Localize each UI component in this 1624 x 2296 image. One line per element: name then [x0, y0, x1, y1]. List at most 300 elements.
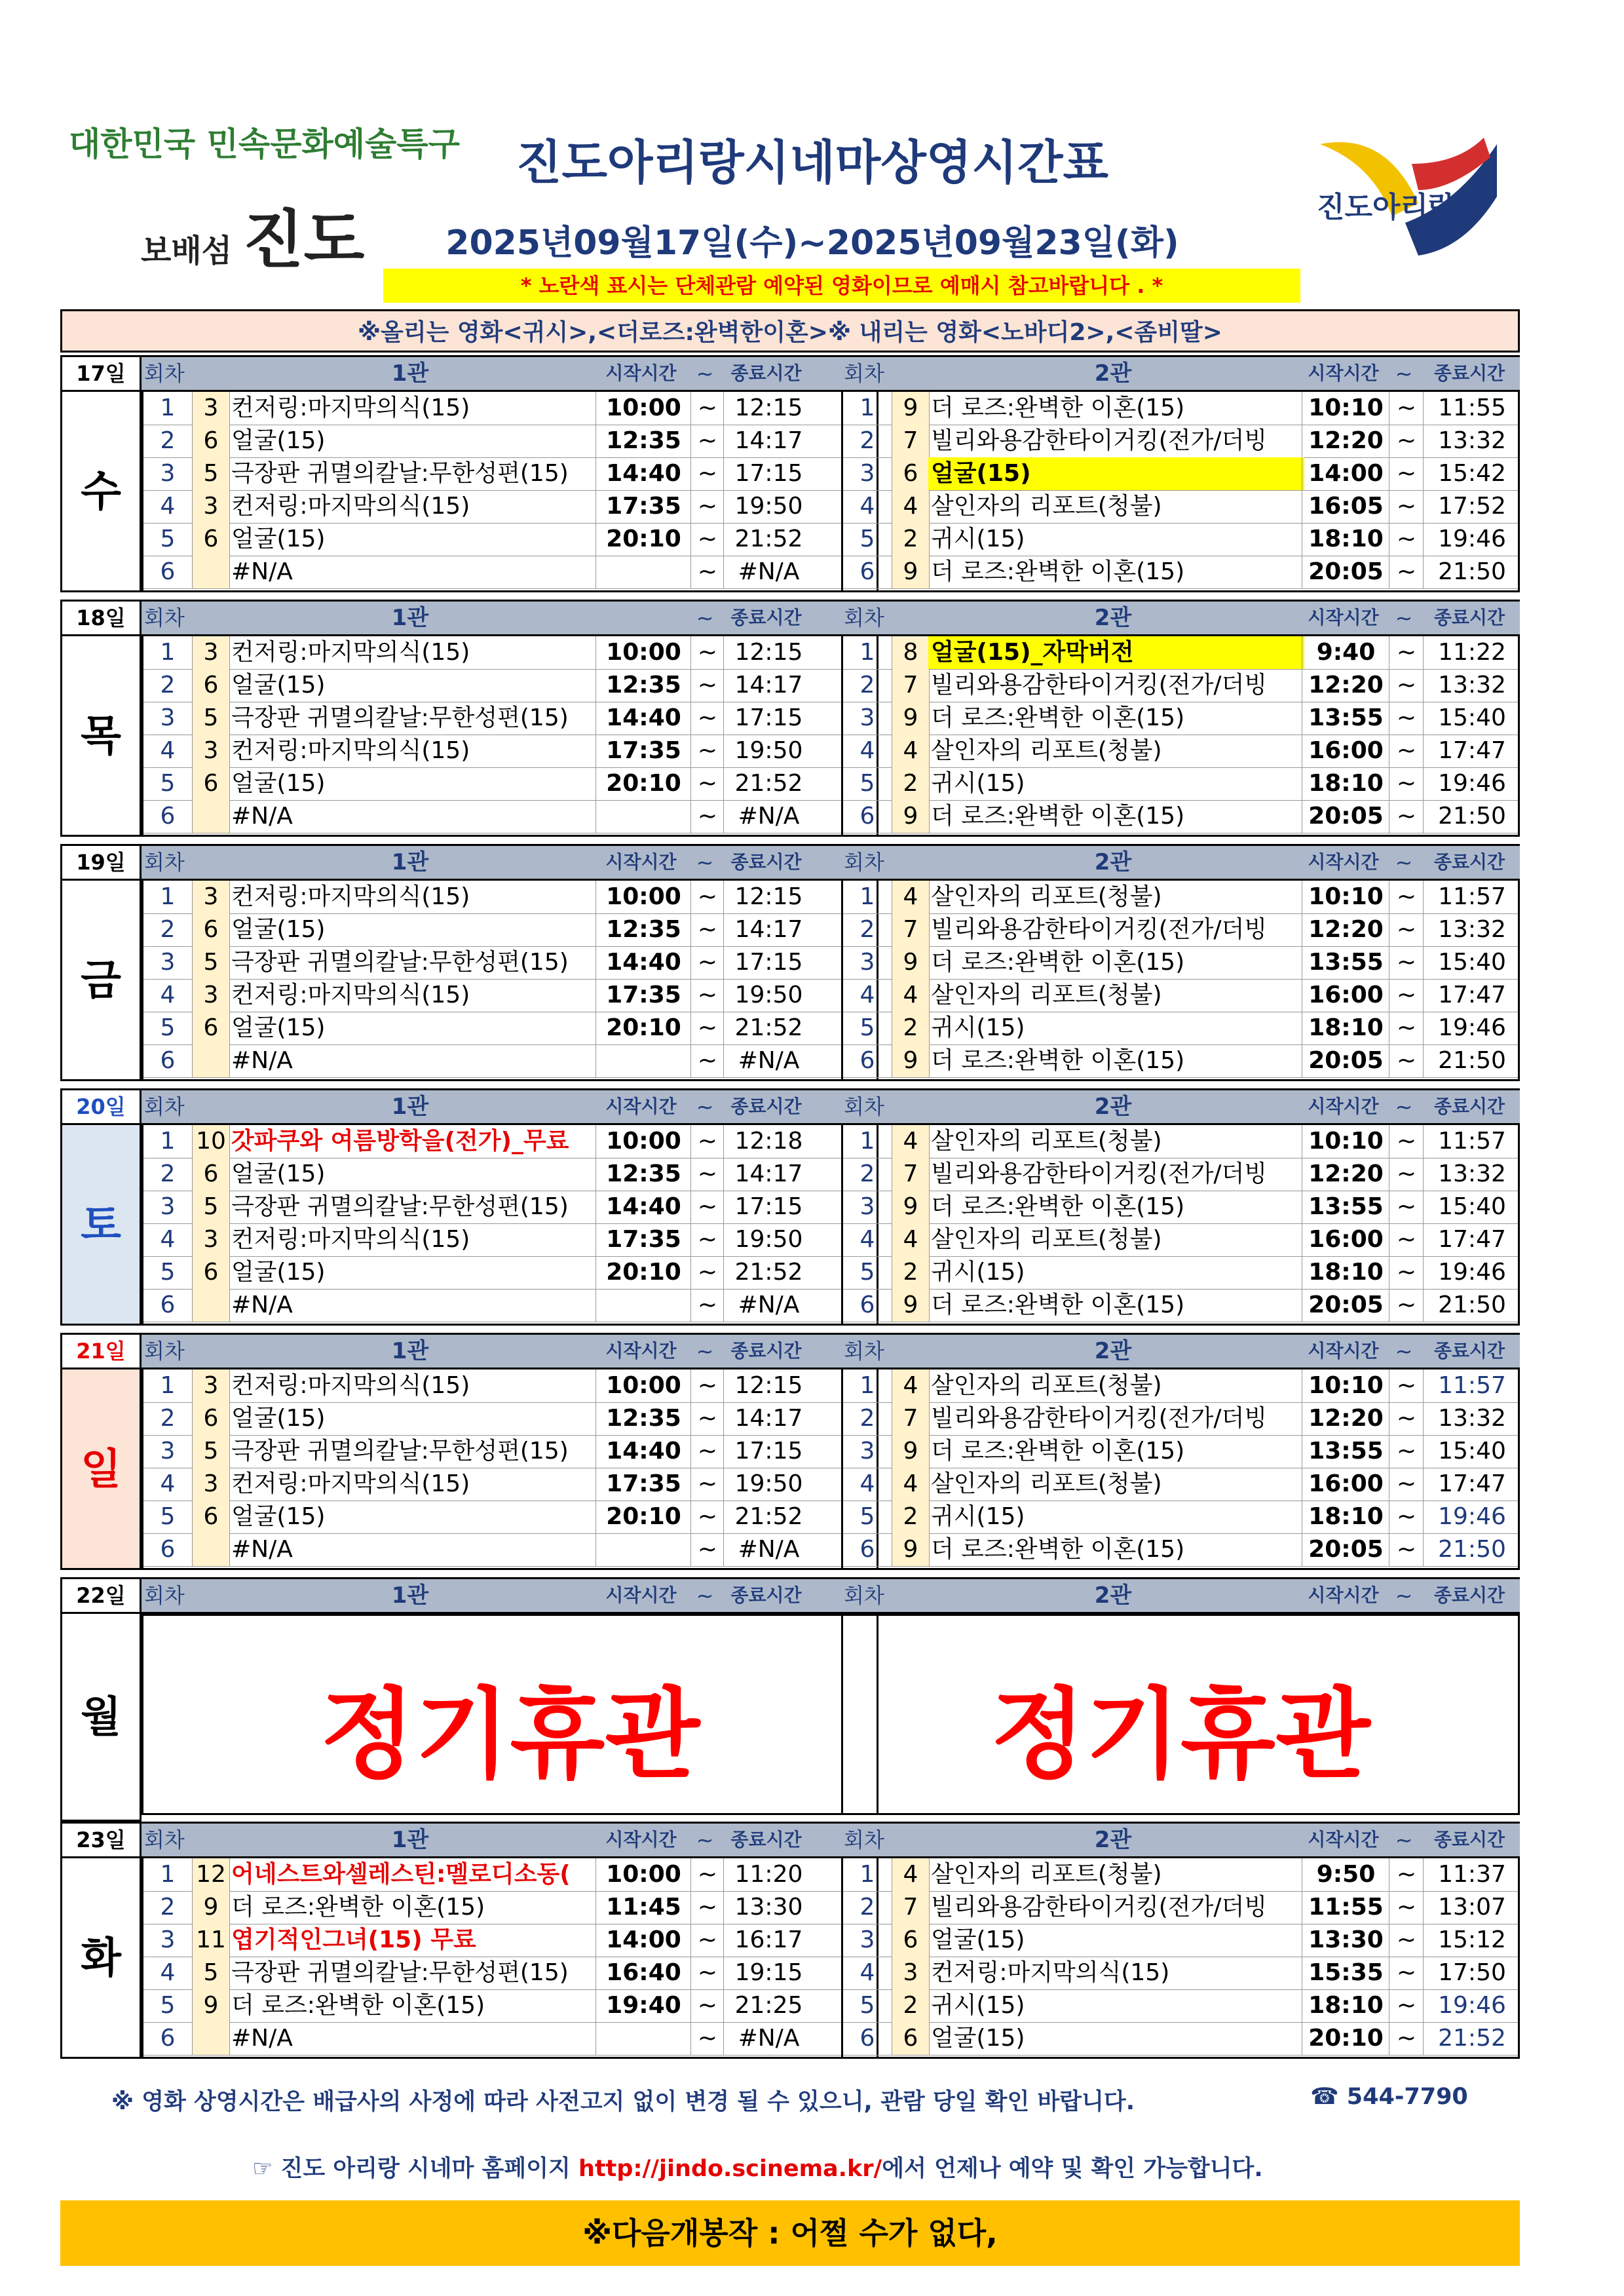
end-header: 종료시간: [730, 1829, 802, 1850]
version-number: 3: [192, 1468, 230, 1501]
start-time: 13:55: [1302, 1191, 1389, 1223]
version-number: 9: [892, 1533, 930, 1566]
showtime-row[interactable]: [843, 1012, 1518, 1045]
closed-panel: [841, 1614, 1520, 1815]
tilde: ~: [1389, 735, 1424, 767]
round-number: 4: [160, 1959, 176, 1986]
showtime-panel: [841, 1858, 1520, 2059]
tilde-header: ~: [696, 1827, 714, 1852]
showtime-row[interactable]: [143, 767, 877, 801]
movie-title: 더 로즈:완벽한 이혼(15): [931, 1292, 1185, 1318]
start-time: 12:20: [1302, 425, 1389, 457]
showtime-row[interactable]: [843, 425, 1518, 458]
version-number: 4: [892, 1369, 930, 1402]
end-time: 17:15: [723, 457, 814, 490]
round-number: 6: [859, 2025, 875, 2052]
round-number: 4: [859, 1959, 875, 1986]
day-block: [60, 1577, 1520, 1822]
tilde: ~: [690, 669, 724, 702]
movie-title: 귀시(15): [931, 770, 1025, 797]
movie-title: 빌리와용감한타이거킹(전가/더빙: [931, 1160, 1268, 1187]
round-number: 1: [160, 639, 176, 666]
end-time: 19:50: [723, 1223, 814, 1256]
version-number: 6: [192, 767, 230, 800]
movie-title: 더 로즈:완벽한 이혼(15): [931, 704, 1185, 731]
version-number: 6: [192, 1012, 230, 1044]
movie-title: 어네스트와셀레스틴:멜로디소동(: [231, 1861, 571, 1888]
movie-title: 극장판 귀멸의칼날:무한성편(15): [231, 1959, 569, 1986]
round-number: 2: [160, 427, 176, 454]
round-number: 4: [859, 737, 875, 764]
start-header: [594, 602, 689, 634]
showtime-row[interactable]: [843, 946, 1518, 980]
showtime-row[interactable]: [143, 1891, 877, 1924]
showtime-row[interactable]: [843, 1125, 1518, 1158]
movie-title: 극장판 귀멸의칼날:무한성편(15): [231, 949, 569, 976]
showtime-row[interactable]: [843, 636, 1518, 670]
movie-title: 살인자의 리포트(청불): [931, 1226, 1162, 1253]
start-header: 시작시간: [605, 1096, 677, 1117]
tilde: ~: [690, 1501, 724, 1533]
start-time: 20:10: [1302, 2022, 1389, 2055]
version-number: 5: [192, 702, 230, 735]
end-time: 17:15: [723, 702, 814, 735]
hall-header: [841, 355, 1520, 392]
tilde: ~: [1389, 1891, 1424, 1924]
tilde: ~: [690, 556, 724, 588]
showtime-panel: [142, 392, 878, 592]
day-block: [60, 1333, 1520, 1570]
showtime-row[interactable]: [843, 767, 1518, 801]
showtime-row[interactable]: [143, 1191, 877, 1224]
hall-name: 2관: [1094, 849, 1132, 875]
start-time: 10:10: [1302, 881, 1389, 913]
showtime-row[interactable]: [143, 1435, 877, 1468]
tilde: ~: [690, 1012, 724, 1044]
round-number: 3: [859, 1438, 875, 1464]
round-number: 6: [160, 558, 176, 585]
round-header: 회차: [144, 1094, 185, 1119]
showtime-row[interactable]: [143, 913, 877, 947]
end-header: 종료시간: [1433, 1584, 1505, 1606]
showtime-row[interactable]: [843, 1223, 1518, 1257]
tilde: ~: [1389, 1501, 1424, 1533]
showtime-row[interactable]: [843, 523, 1518, 556]
end-time: 12:18: [723, 1125, 814, 1158]
end-time: 13:32: [1423, 1402, 1520, 1435]
version-number: 2: [892, 1501, 930, 1533]
showtime-row[interactable]: [843, 392, 1518, 425]
movie-title: 얼굴(15)_자막버전: [928, 636, 1304, 669]
version-number: 4: [892, 1223, 930, 1256]
start-time: 10:00: [595, 392, 691, 425]
end-time: 13:07: [1423, 1891, 1520, 1924]
showtime-row[interactable]: [843, 735, 1518, 768]
tilde: ~: [690, 946, 724, 979]
page-title: 진도아리랑시네마상영시간표: [516, 135, 1109, 190]
showtime-row[interactable]: [843, 1533, 1518, 1567]
showtime-row[interactable]: [143, 735, 877, 768]
start-time: 16:00: [1302, 979, 1389, 1012]
version-number: 6: [192, 1402, 230, 1435]
tilde: ~: [1389, 979, 1424, 1012]
movie-title: 귀시(15): [931, 526, 1025, 552]
closed-notice: 정기휴관: [991, 1678, 1370, 1792]
round-number: 1: [859, 394, 875, 421]
movie-title: 살인자의 리포트(청불): [931, 1470, 1162, 1497]
showtime-row[interactable]: [143, 946, 877, 980]
tilde: ~: [690, 913, 724, 946]
round-number: 6: [859, 558, 875, 585]
end-time: 19:50: [723, 735, 814, 767]
movie-title: 얼굴(15): [231, 1503, 326, 1530]
round-number: 1: [859, 1128, 875, 1155]
round-number: 6: [859, 1292, 875, 1318]
showtime-row[interactable]: [843, 1858, 1518, 1892]
end-time: #N/A: [723, 556, 814, 588]
showtime-row[interactable]: [143, 636, 877, 670]
end-time: 15:40: [1423, 1435, 1520, 1468]
start-header: 시작시간: [1308, 1096, 1379, 1117]
end-time: 19:50: [723, 490, 814, 523]
showtime-row[interactable]: [843, 1289, 1518, 1322]
version-number: 5: [192, 1957, 230, 1989]
showtime-row[interactable]: [143, 1256, 877, 1290]
end-header: 종료시간: [730, 362, 802, 384]
hall-header: [841, 1822, 1520, 1858]
start-time: 20:05: [1302, 800, 1389, 833]
showtime-row[interactable]: [843, 490, 1518, 524]
start-time: 14:40: [595, 702, 691, 735]
version-number: 9: [892, 800, 930, 833]
showtime-row[interactable]: [843, 702, 1518, 735]
tilde: ~: [1389, 881, 1424, 913]
showtime-row[interactable]: [843, 1191, 1518, 1224]
showtime-row[interactable]: [143, 1533, 877, 1567]
round-number: 5: [160, 1259, 176, 1286]
movie-title: 살인자의 리포트(청불): [931, 493, 1162, 520]
start-time: 18:10: [1302, 767, 1389, 800]
round-number: 3: [160, 1193, 176, 1220]
movie-title: 더 로즈:완벽한 이혼(15): [931, 1536, 1185, 1563]
round-number: 5: [859, 770, 875, 797]
start-time: 11:55: [1302, 1891, 1389, 1924]
showtime-row[interactable]: [843, 1435, 1518, 1468]
tilde: ~: [1389, 1858, 1424, 1891]
round-number: 2: [859, 427, 875, 454]
showtime-row[interactable]: [843, 1989, 1518, 2023]
tilde: ~: [1389, 1468, 1424, 1501]
end-time: 21:52: [723, 767, 814, 800]
round-header: 회차: [844, 361, 884, 386]
showtime-row[interactable]: [143, 669, 877, 702]
showtime-row[interactable]: [143, 1125, 877, 1158]
homepage-link[interactable]: http://jindo.scinema.kr/: [578, 2156, 882, 2182]
homepage-note: [252, 2151, 1263, 2183]
tilde: ~: [1389, 1402, 1424, 1435]
tilde: ~: [1389, 636, 1424, 669]
version-number: 2: [892, 1012, 930, 1044]
movie-title: 컨저링:마지막의식(15): [231, 982, 470, 1008]
start-time: 10:00: [595, 1125, 691, 1158]
showtime-row[interactable]: [143, 457, 877, 491]
end-time: 13:32: [1423, 669, 1520, 702]
start-time: 20:10: [595, 1256, 691, 1289]
end-time: 21:52: [1423, 2022, 1520, 2055]
hall-name: 2관: [1094, 1827, 1132, 1853]
version-number: 4: [892, 881, 930, 913]
showtime-row[interactable]: [843, 2022, 1518, 2056]
showtime-row[interactable]: [143, 1989, 877, 2023]
start-time: 10:00: [595, 1858, 691, 1891]
round-number: 2: [859, 1405, 875, 1432]
movie-title: 컨저링:마지막의식(15): [231, 1372, 470, 1399]
round-number: 1: [859, 883, 875, 910]
start-header: 시작시간: [605, 851, 677, 873]
round-number: 2: [160, 1405, 176, 1432]
round-number: 1: [160, 1128, 176, 1155]
start-time: 18:10: [1302, 1256, 1389, 1289]
showtime-row[interactable]: [843, 1369, 1518, 1403]
day-date: 21일: [60, 1333, 142, 1369]
showtime-row[interactable]: [843, 800, 1518, 833]
showtime-row[interactable]: [843, 669, 1518, 702]
round-number: 2: [160, 672, 176, 698]
movie-title: 얼굴(15): [931, 2025, 1025, 2052]
showtime-row[interactable]: [143, 523, 877, 556]
version-number: 8: [892, 636, 930, 669]
round-number: 1: [160, 883, 176, 910]
version-number: 4: [892, 1468, 930, 1501]
end-header: 종료시간: [1433, 362, 1505, 384]
tilde: ~: [690, 1256, 724, 1289]
start-header: 시작시간: [1308, 362, 1379, 384]
start-time: 17:35: [595, 490, 691, 523]
end-time: 21:52: [723, 1256, 814, 1289]
tilde: ~: [690, 881, 724, 913]
showtime-row[interactable]: [143, 392, 877, 425]
round-number: 6: [160, 1536, 176, 1563]
round-number: 5: [160, 770, 176, 797]
showtime-row[interactable]: [143, 881, 877, 914]
showtime-row[interactable]: [143, 1924, 877, 1957]
start-time: [595, 2022, 691, 2055]
showtime-row[interactable]: [143, 1369, 877, 1403]
version-number: 7: [892, 669, 930, 702]
movie-title: 컨저링:마지막의식(15): [231, 493, 470, 520]
end-time: 19:50: [723, 979, 814, 1012]
start-header: 시작시간: [1308, 1584, 1379, 1606]
version-number: 6: [192, 669, 230, 702]
end-header: 종료시간: [730, 607, 802, 628]
movie-title: 컨저링:마지막의식(15): [231, 1226, 470, 1253]
version-number: 3: [192, 392, 230, 425]
end-time: 19:46: [1423, 1501, 1520, 1533]
round-number: 6: [160, 1047, 176, 1074]
festival-logo: [69, 118, 461, 288]
movie-title: 컨저링:마지막의식(15): [231, 1470, 470, 1497]
start-time: 20:05: [1302, 1044, 1389, 1077]
round-number: 6: [160, 803, 176, 830]
tilde: ~: [1389, 1289, 1424, 1322]
tilde: ~: [690, 702, 724, 735]
tilde: ~: [690, 800, 724, 833]
tilde: ~: [690, 1989, 724, 2022]
end-time: 21:52: [723, 1501, 814, 1533]
start-time: 14:40: [595, 457, 691, 490]
round-number: 3: [859, 1926, 875, 1953]
day-date: 19일: [60, 844, 142, 881]
end-time: 12:15: [723, 636, 814, 669]
hall-name: 1관: [391, 1827, 429, 1853]
round-header: 회차: [144, 361, 185, 386]
round-number: 6: [859, 1536, 875, 1563]
day-name: 수: [60, 392, 142, 592]
showtime-row[interactable]: [143, 1402, 877, 1436]
showtime-row[interactable]: [143, 1223, 877, 1257]
end-time: 13:30: [723, 1891, 814, 1924]
end-time: 21:52: [723, 523, 814, 556]
movie-title: #N/A: [231, 1536, 293, 1563]
showtime-row[interactable]: [143, 702, 877, 735]
showtime-row[interactable]: [143, 1468, 877, 1501]
version-number: 2: [892, 1989, 930, 2022]
arirang-logo-text: 진도아리랑: [1317, 191, 1456, 224]
tilde: ~: [690, 1191, 724, 1223]
round-number: 3: [160, 1926, 176, 1953]
tilde: ~: [1389, 767, 1424, 800]
showtime-row[interactable]: [143, 1289, 877, 1322]
showtime-row[interactable]: [843, 1044, 1518, 1078]
end-time: 17:47: [1423, 1468, 1520, 1501]
tilde: ~: [690, 735, 724, 767]
end-time: 21:50: [1423, 1289, 1520, 1322]
start-time: 13:55: [1302, 946, 1389, 979]
showtime-row[interactable]: [843, 1468, 1518, 1501]
end-time: 11:57: [1423, 881, 1520, 913]
showtime-row[interactable]: [143, 1858, 877, 1892]
showtime-row[interactable]: [143, 1158, 877, 1191]
hall-header: [142, 1822, 878, 1858]
version-number: 3: [192, 979, 230, 1012]
hall-header: [841, 1577, 1520, 1614]
end-time: 21:52: [723, 1012, 814, 1044]
footer-note-text: ※ 영화 상영시간은 배급사의 사정에 따라 사전고지 없이 변경 될 수 있으니, 관람 당일 확인 바랍니다.: [111, 2089, 1135, 2115]
showtime-row[interactable]: [843, 457, 1518, 491]
tilde: ~: [1389, 669, 1424, 702]
end-time: 11:57: [1423, 1369, 1520, 1402]
tilde-header: ~: [696, 1094, 714, 1119]
version-number: 6: [192, 1501, 230, 1533]
showtime-row[interactable]: [143, 490, 877, 524]
logo-slogan-text: 대한민국 민속문화예술특구: [69, 125, 461, 163]
movie-title: 극장판 귀멸의칼날:무한성편(15): [231, 1438, 569, 1464]
round-number: 2: [859, 916, 875, 943]
day-date: 20일: [60, 1088, 142, 1125]
day-block: [60, 355, 1520, 592]
end-time: 16:17: [723, 1924, 814, 1957]
tilde: ~: [1389, 1191, 1424, 1223]
end-time: 17:50: [1423, 1957, 1520, 1989]
version-number: 2: [892, 1256, 930, 1289]
round-number: 4: [859, 493, 875, 520]
version-number: 7: [892, 1402, 930, 1435]
showtime-row[interactable]: [143, 1012, 877, 1045]
tilde: ~: [690, 1125, 724, 1158]
showtime-row[interactable]: [143, 2022, 877, 2056]
showtime-row[interactable]: [843, 1957, 1518, 1990]
showtime-row[interactable]: [843, 1158, 1518, 1191]
showtime-row[interactable]: [843, 1256, 1518, 1290]
showtime-row[interactable]: [143, 979, 877, 1012]
showtime-row[interactable]: [843, 1924, 1518, 1957]
movie-title: #N/A: [231, 558, 293, 585]
showtime-row[interactable]: [843, 979, 1518, 1012]
version-number: 6: [192, 913, 230, 946]
start-time: 12:35: [595, 425, 691, 457]
start-time: 9:40: [1302, 636, 1389, 669]
version-number: 2: [892, 767, 930, 800]
showtime-row[interactable]: [843, 881, 1518, 914]
tilde-header: ~: [696, 1339, 714, 1364]
round-number: 3: [160, 704, 176, 731]
showtime-panel: [142, 881, 878, 1081]
showtime-row[interactable]: [843, 1501, 1518, 1534]
movie-title: 살인자의 리포트(청불): [931, 883, 1162, 910]
showtime-panel: [142, 1125, 878, 1326]
movie-title: 극장판 귀멸의칼날:무한성편(15): [231, 460, 569, 487]
showtime-row[interactable]: [143, 425, 877, 458]
movie-title: 얼굴(15): [231, 1405, 326, 1432]
end-time: 17:15: [723, 946, 814, 979]
showtime-row[interactable]: [143, 800, 877, 833]
showtime-row[interactable]: [843, 1402, 1518, 1436]
showtime-row[interactable]: [843, 913, 1518, 947]
showtime-row[interactable]: [843, 556, 1518, 589]
movie-title: 얼굴(15): [231, 427, 326, 454]
showtime-row[interactable]: [143, 1501, 877, 1534]
version-number: 9: [892, 946, 930, 979]
round-number: 2: [160, 916, 176, 943]
end-time: 14:17: [723, 669, 814, 702]
tilde: ~: [1389, 457, 1424, 490]
movie-title: 귀시(15): [931, 1992, 1025, 2019]
hall-header: [142, 844, 878, 881]
version-number: 6: [192, 523, 230, 556]
round-number: 1: [160, 394, 176, 421]
version-number: 5: [192, 946, 230, 979]
tilde: ~: [1389, 1924, 1424, 1957]
start-time: 18:10: [1302, 1501, 1389, 1533]
showtime-row[interactable]: [143, 556, 877, 589]
tilde-header: ~: [1395, 1094, 1413, 1119]
showtime-row[interactable]: [843, 1891, 1518, 1924]
day-name: 금: [60, 881, 142, 1081]
round-number: 4: [160, 1470, 176, 1497]
yellow-notice: * 노란색 표시는 단체관람 예약된 영화이므로 예매시 참고바랍니다 . *: [383, 269, 1300, 303]
start-time: 20:10: [595, 1501, 691, 1533]
arirang-logo: [1307, 124, 1503, 275]
hall-header: [841, 1333, 1520, 1369]
day-block: [60, 1088, 1520, 1326]
showtime-row[interactable]: [143, 1044, 877, 1078]
movie-title: 살인자의 리포트(청불): [931, 1372, 1162, 1399]
movie-title: 살인자의 리포트(청불): [931, 982, 1162, 1008]
tilde-header: ~: [1395, 361, 1413, 386]
tilde-header: ~: [1395, 1583, 1413, 1608]
showtime-row[interactable]: [143, 1957, 877, 1990]
version-number: 6: [892, 1924, 930, 1957]
